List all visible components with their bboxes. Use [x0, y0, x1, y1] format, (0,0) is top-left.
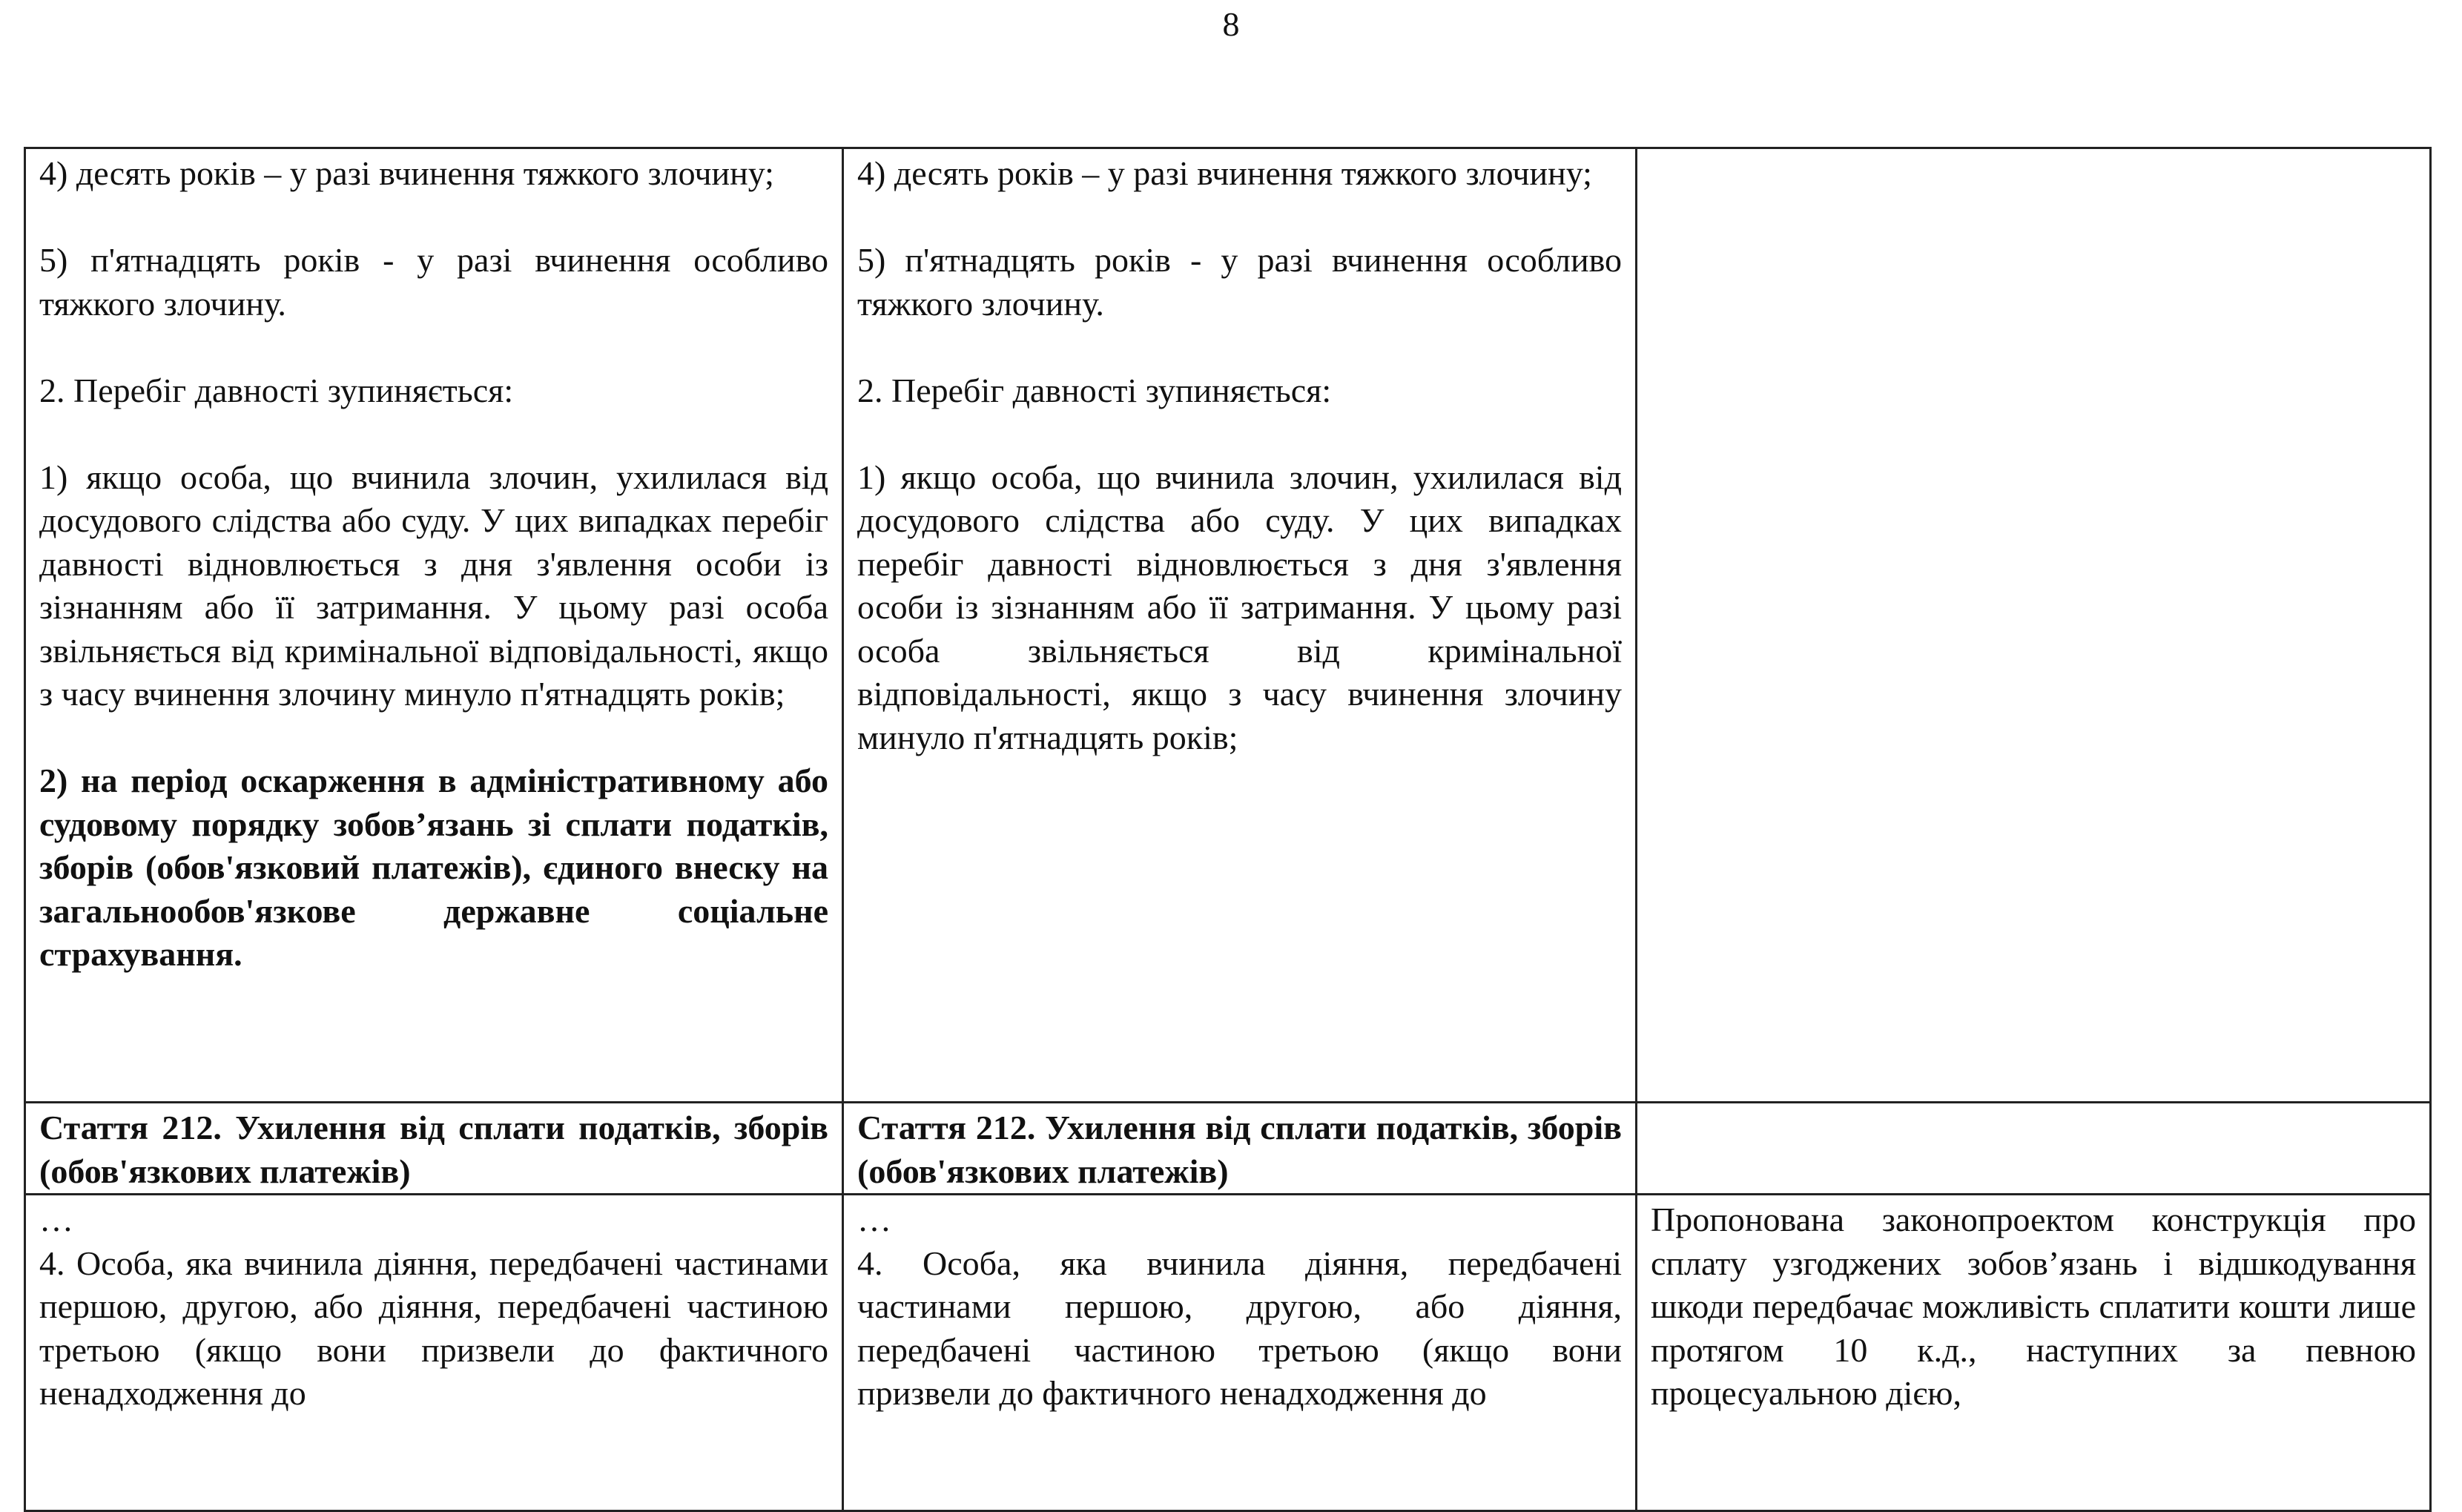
article-heading: Стаття 212. Ухилення від сплати податків, зборів (обов'язкових платежів): [843, 1103, 1637, 1195]
paragraph: 5) п'ятнадцять років - у разі вчинення особливо тяжкого злочину.: [39, 241, 828, 323]
ellipsis: …: [857, 1201, 891, 1238]
proposed-law-cell: [843, 148, 1637, 1103]
paragraph: 1) якщо особа, що вчинила злочин, ухилилася від досудового слідства або суду. У цих випадках перебіг давності відновлюється з дня з'явлення особи із зізнанням або її затримання. У цьому разі особа звільняється від кримінальної відповідальності, якщо з часу вчинення злочину минуло п'ятнадцять років;: [39, 458, 828, 713]
table-row: [25, 148, 2431, 1103]
ellipsis: …: [39, 1201, 73, 1238]
bold-paragraph: 2) на період оскарження в адміністративному або судовому порядку зобов’язань зі сплати податків, зборів (обов'язковий платежів), єдиного внеску на загальнообов'язкове державне соціальне страхування.: [39, 762, 828, 973]
comment-cell: Пропонована законопроектом конструкція про сплату узгоджених зобов’язань і відшкодування шкоди передбачає можливість сплатити кошти лише протягом 10 к.д., наступних за певною процесуальною дією,: [1637, 1195, 2431, 1511]
current-law-cell: [25, 148, 843, 1103]
current-law-cell: [25, 1195, 843, 1511]
comment-cell: [1637, 148, 2431, 1103]
paragraph: 4. Особа, яка вчинила діяння, передбачені частинами першою, другою, або діяння, передбачені частиною третьою (якщо вони призвели до фактичного ненадходження до: [39, 1244, 828, 1412]
article-heading: Стаття 212. Ухилення від сплати податків, зборів (обов'язкових платежів): [25, 1103, 843, 1195]
paragraph: 1) якщо особа, що вчинила злочин, ухилилася від досудового слідства або суду. У цих випадках перебіг давності відновлюється з дня з'явлення особи із зізнанням або її затримання. У цьому разі особа звільняється від кримінальної відповідальності, якщо з часу вчинення злочину минуло п'ятнадцять років;: [857, 458, 1622, 756]
proposed-law-cell: [843, 1195, 1637, 1511]
paragraph: 4) десять років – у разі вчинення тяжкого злочину;: [39, 154, 774, 192]
paragraph: 2. Перебіг давності зупиняється:: [857, 371, 1332, 409]
paragraph: 4. Особа, яка вчинила діяння, передбачені частинами першою, другою, або діяння, передбачені частиною третьою (якщо вони призвели до фактичного ненадходження до: [857, 1244, 1622, 1412]
page-number: 8: [1222, 5, 1240, 43]
table-row: [25, 1103, 2431, 1195]
comment-cell: [1637, 1103, 2431, 1195]
comparison-table: [24, 147, 2432, 1512]
table-row: [25, 1195, 2431, 1511]
paragraph: 4) десять років – у разі вчинення тяжкого злочину;: [857, 154, 1592, 192]
paragraph: 5) п'ятнадцять років - у разі вчинення особливо тяжкого злочину.: [857, 241, 1622, 323]
paragraph: 2. Перебіг давності зупиняється:: [39, 371, 514, 409]
